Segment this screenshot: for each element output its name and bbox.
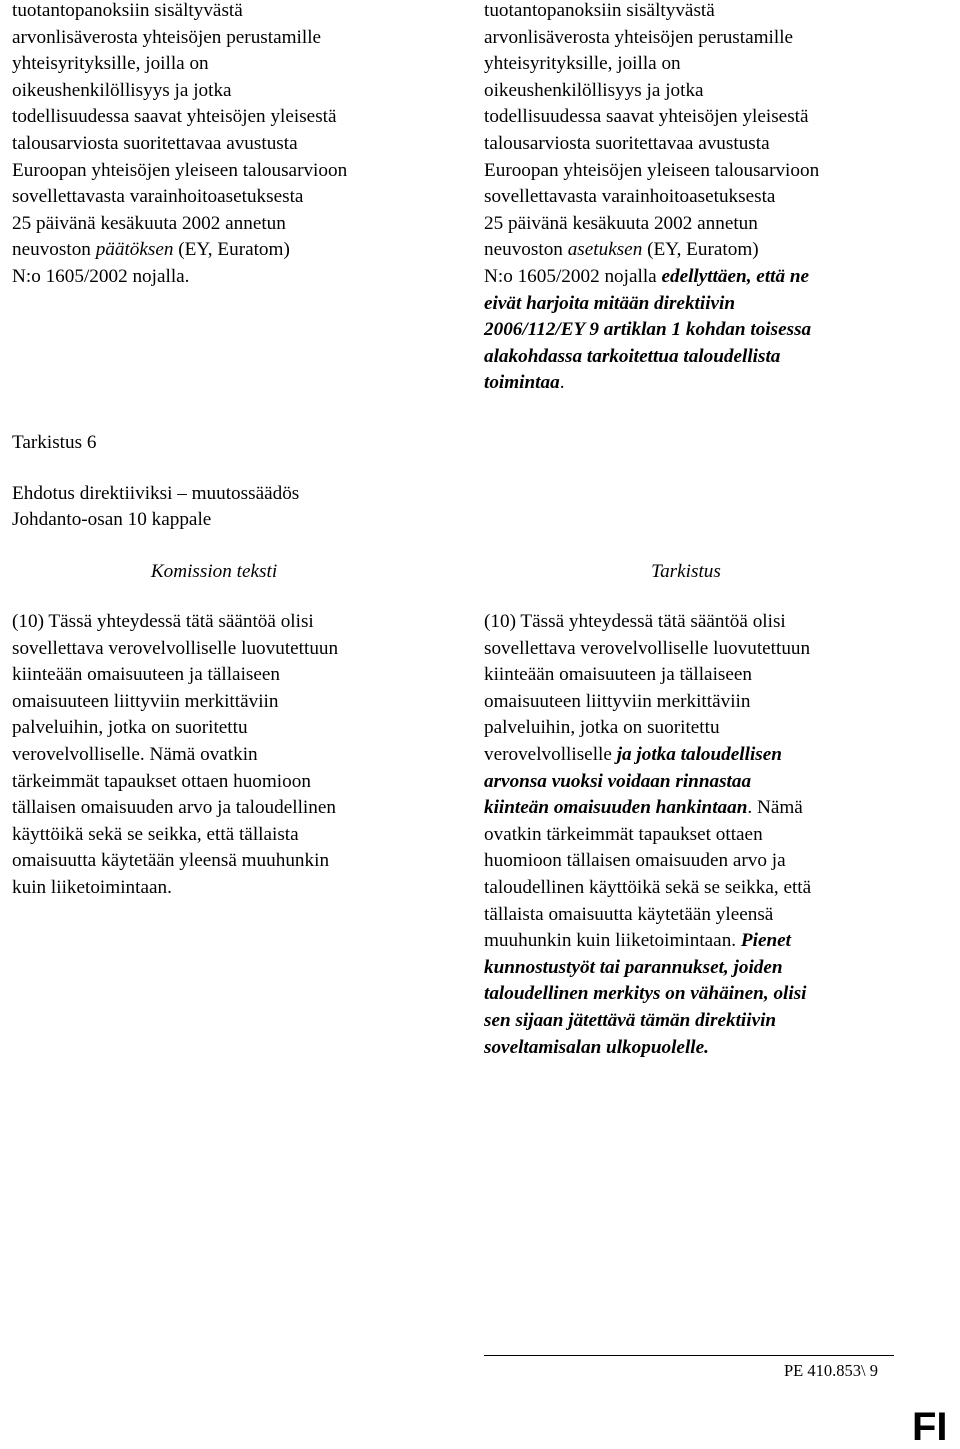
amended-text-line: 2006/112/EY 9 artiklan 1 kohdan toisessa (484, 319, 812, 341)
text-segment: . (559, 372, 565, 394)
amendment-location: Johdanto-osan 10 kappale (12, 509, 212, 530)
text-line (484, 264, 819, 291)
text-line: talousarviosta suoritettavaa avustusta (12, 132, 298, 154)
text-line: huomioon tällaisen omaisuuden arvo ja (484, 850, 786, 872)
text-line: N:o 1605/2002 nojalla. (12, 265, 190, 287)
text-line (12, 237, 347, 264)
text-line (484, 370, 819, 397)
amended-text-line: eivät harjoita mitään direktiivin (484, 292, 736, 314)
amended-text: toimintaa (484, 372, 560, 394)
text-segment: (EY, Euratom) (173, 239, 290, 261)
commission-text (12, 609, 338, 902)
text-line: tuotantopanoksiin sisältyvästä (12, 0, 243, 21)
commission-text-header: Komission teksti (150, 561, 278, 582)
text-segment: N:o 1605/2002 nojalla (484, 265, 662, 287)
amended-text: edellyttäen, että ne (661, 265, 810, 287)
amended-text: Pienet (740, 930, 791, 952)
text-line: Euroopan yhteisöjen yleiseen talousarvioon (12, 159, 348, 181)
text-line: arvonlisäverosta yhteisöjen perustamille (484, 26, 794, 48)
footer-divider (484, 1355, 894, 1356)
text-line: käyttöikä sekä se seikka, että tällaista (12, 823, 299, 845)
amended-text-line: kunnostustyöt tai parannukset, joiden (484, 956, 783, 978)
text-segment: neuvoston (484, 239, 568, 261)
amended-text: ja jotka taloudellisen (616, 743, 782, 765)
text-line: tällaista omaisuutta käytetään yleensä (484, 903, 774, 925)
text-line: sovellettavasta varainhoitoasetuksesta (12, 186, 304, 208)
amended-text: kiinteän omaisuuden hankintaan (484, 797, 748, 819)
text-segment: neuvoston (12, 239, 96, 261)
text-line (484, 795, 811, 822)
amendment-text (484, 609, 811, 1061)
amended-text-line: arvonsa vuoksi voidaan rinnastaa (484, 770, 752, 792)
text-line (484, 742, 811, 769)
amended-text-line: alakohdassa tarkoitettua taloudellista (484, 345, 781, 367)
text-line: sovellettava verovelvolliselle luovutettuun (484, 637, 811, 659)
text-line: talousarviosta suoritettavaa avustusta (484, 132, 770, 154)
text-line: taloudellinen käyttöikä sekä se seikka, että (484, 876, 812, 898)
text-line: sovellettava verovelvolliselle luovutettuun (12, 637, 339, 659)
amendment-title: Tarkistus 6 (12, 432, 97, 453)
text-line: sovellettavasta varainhoitoasetuksesta (484, 186, 776, 208)
text-line: palveluihin, jotka on suoritettu (12, 717, 248, 739)
amended-text-line: soveltamisalan ulkopuolelle. (484, 1036, 709, 1058)
proposal-title: Ehdotus direktiiviksi – muutossäädös (12, 483, 300, 504)
text-line: kiinteään omaisuuteen ja tällaiseen (12, 664, 280, 686)
text-line: oikeushenkilöllisyys ja jotka (484, 79, 704, 101)
prev-commission-text (12, 0, 347, 291)
text-line: 25 päivänä kesäkuuta 2002 annetun (12, 212, 286, 234)
text-line: palveluihin, jotka on suoritettu (484, 717, 720, 739)
text-line: tärkeimmät tapaukset ottaen huomioon (12, 770, 311, 792)
text-line: omaisuutta käytetään yleensä muuhunkin (12, 850, 330, 872)
text-line: yhteisyrityksille, joilla on (484, 53, 681, 75)
document-reference: PE 410.853\ 9 (784, 1361, 878, 1380)
text-line (484, 237, 819, 264)
text-line: arvonlisäverosta yhteisöjen perustamille (12, 26, 322, 48)
text-line: (10) Tässä yhteydessä tätä sääntöä olisi (12, 611, 314, 632)
text-line: oikeushenkilöllisyys ja jotka (12, 79, 232, 101)
amendment-header: Tarkistus (651, 561, 721, 582)
language-code: FI (912, 1405, 948, 1449)
text-segment: (EY, Euratom) (642, 239, 759, 261)
text-line: yhteisyrityksille, joilla on (12, 53, 209, 75)
prev-amendment-text (484, 0, 819, 397)
italic-term: päätöksen (95, 239, 174, 261)
text-line: todellisuudessa saavat yhteisöjen yleisestä (12, 106, 337, 128)
text-segment: verovelvolliselle (484, 743, 617, 765)
italic-term: asetuksen (567, 239, 643, 261)
text-line: kuin liiketoimintaan. (12, 876, 172, 898)
text-line: kiinteään omaisuuteen ja tällaiseen (484, 664, 752, 686)
text-line (484, 928, 811, 955)
text-line: omaisuuteen liittyviin merkittäviin (484, 690, 751, 712)
text-line: omaisuuteen liittyviin merkittäviin (12, 690, 279, 712)
amended-text-line: sen sijaan jätettävä tämän direktiivin (484, 1009, 777, 1031)
text-segment: muuhunkin kuin liiketoimintaan. (484, 930, 741, 952)
text-line: 25 päivänä kesäkuuta 2002 annetun (484, 212, 758, 234)
text-line: todellisuudessa saavat yhteisöjen yleisestä (484, 106, 809, 128)
text-line: Euroopan yhteisöjen yleiseen talousarvioon (484, 159, 820, 181)
text-line: (10) Tässä yhteydessä tätä sääntöä olisi (484, 611, 786, 632)
text-line: ovatkin tärkeimmät tapaukset ottaen (484, 823, 763, 845)
amended-text-line: taloudellinen merkitys on vähäinen, olisi (484, 983, 807, 1005)
text-line: tällaisen omaisuuden arvo ja taloudellinen (12, 797, 336, 819)
text-segment: . Nämä (747, 797, 803, 819)
text-line: verovelvolliselle. Nämä ovatkin (12, 743, 258, 765)
text-line: tuotantopanoksiin sisältyvästä (484, 0, 715, 21)
